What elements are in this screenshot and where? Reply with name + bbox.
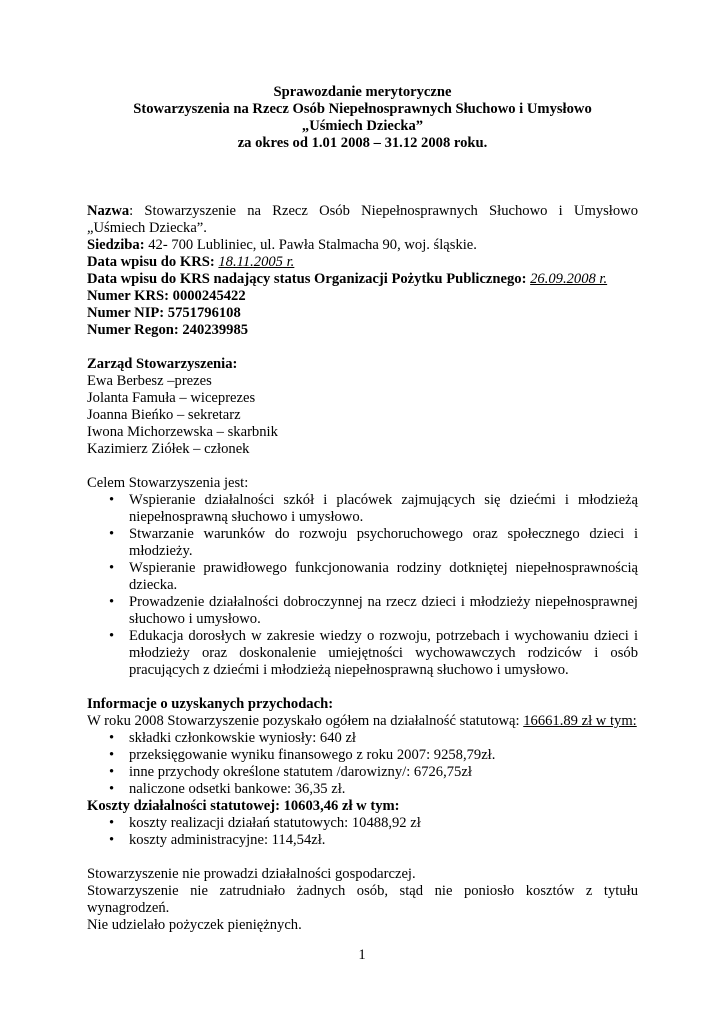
note-line: Nie udzielało pożyczek pieniężnych.	[87, 917, 302, 933]
income-heading: Informacje o uzyskanych przychodach:	[87, 696, 334, 712]
board-section	[87, 356, 638, 458]
income-total: 16661.89 zł w tym:	[523, 713, 637, 729]
goal-item: • Wspieranie prawidłowego funkcjonowania rodziny dotkniętej niepełnosprawnością dziecka.	[87, 560, 638, 594]
regon-number: Numer Regon: 240239985	[87, 322, 249, 338]
income-item: • składki członkowskie wyniosły: 640 zł	[87, 730, 638, 747]
notes-section	[87, 866, 638, 934]
income-intro: W roku 2008 Stowarzyszenie pozyskało ogółem na działalność statutową:	[87, 713, 524, 729]
board-member: Ewa Berbesz –prezes	[87, 373, 212, 389]
goals-intro: Celem Stowarzyszenia jest:	[87, 475, 249, 491]
org-name-value: : Stowarzyszenie na Rzecz Osób Niepełnosprawnych Słuchowo i Umysłowo „Uśmiech Dziecka”.	[87, 203, 638, 236]
income-intro-row	[87, 713, 638, 730]
org-seat-row	[87, 237, 638, 254]
title-line-4: za okres od 1.01 2008 – 31.12 2008 roku.	[237, 135, 488, 151]
cost-item: • koszty realizacji działań statutowych: 10488,92 zł	[87, 815, 638, 832]
goals-section	[87, 475, 638, 679]
document-page	[87, 84, 638, 934]
costs-list	[87, 815, 638, 849]
goal-item: • Stwarzanie warunków do rozwoju psychoruchowego oraz społecznego dzieci i młodzieży.	[87, 526, 638, 560]
goal-item: • Edukacja dorosłych w zakresie wiedzy o rozwoju, potrzebach i wychowaniu dzieci i młodzieży oraz doskonalenie umiejętności wychowawczych rodziców i osób pracujących z dziećmi i młodzieżą niepełnosprawną słuchowo i umysłowo.	[87, 628, 638, 679]
opp-date-value: 26.09.2008 r.	[530, 271, 608, 287]
income-list	[87, 730, 638, 798]
krs-date-value: 18.11.2005 r.	[218, 254, 295, 270]
income-section	[87, 696, 638, 849]
income-item: • naliczone odsetki bankowe: 36,35 zł.	[87, 781, 638, 798]
board-member: Joanna Bieńko – sekretarz	[87, 407, 241, 423]
report-title	[87, 84, 638, 152]
org-seat-label: Siedziba:	[87, 237, 145, 253]
income-item: • przeksięgowanie wyniku finansowego z roku 2007: 9258,79zł.	[87, 747, 638, 764]
note-line: Stowarzyszenie nie prowadzi działalności gospodarczej.	[87, 866, 416, 882]
opp-date-row	[87, 271, 638, 288]
title-line-2: Stowarzyszenia na Rzecz Osób Niepełnosprawnych Słuchowo i Umysłowo	[133, 101, 592, 117]
cost-item: • koszty administracyjne: 114,54zł.	[87, 832, 638, 849]
krs-date-label: Data wpisu do KRS:	[87, 254, 219, 270]
organization-details	[87, 203, 638, 339]
board-member: Iwona Michorzewska – skarbnik	[87, 424, 278, 440]
costs-heading: Koszty działalności statutowej: 10603,46 zł w tym:	[87, 798, 400, 814]
board-member: Jolanta Famuła – wiceprezes	[87, 390, 256, 406]
income-item: • inne przychody określone statutem /darowizny/: 6726,75zł	[87, 764, 638, 781]
board-member: Kazimierz Ziółek – członek	[87, 441, 250, 457]
goal-item: • Prowadzenie działalności dobroczynnej na rzecz dzieci i młodzieży niepełnosprawnej słuchowo i umysłowo.	[87, 594, 638, 628]
nip-number: Numer NIP: 5751796108	[87, 305, 241, 321]
goal-item: • Wspieranie działalności szkół i placówek zajmujących się dziećmi i młodzieżą niepełnosprawną słuchowo i umysłowo.	[87, 492, 638, 526]
page-number: 1	[358, 947, 366, 963]
board-heading: Zarząd Stowarzyszenia:	[87, 356, 238, 372]
org-name-label: Nazwa	[87, 203, 130, 219]
title-line-3: „Uśmiech Dziecka”	[301, 118, 424, 134]
title-line-1: Sprawozdanie merytoryczne	[273, 84, 452, 100]
krs-date-row	[87, 254, 638, 271]
org-seat-value: 42- 700 Lubliniec, ul. Pawła Stalmacha 90, woj. śląskie.	[144, 237, 477, 253]
org-name-row	[87, 203, 638, 237]
note-line: Stowarzyszenie nie zatrudniało żadnych osób, stąd nie poniosło kosztów z tytułu wynagrodzeń.	[87, 883, 638, 916]
opp-date-label: Data wpisu do KRS nadający status Organizacji Pożytku Publicznego:	[87, 271, 531, 287]
goals-list	[87, 492, 638, 679]
krs-number: Numer KRS: 0000245422	[87, 288, 246, 304]
